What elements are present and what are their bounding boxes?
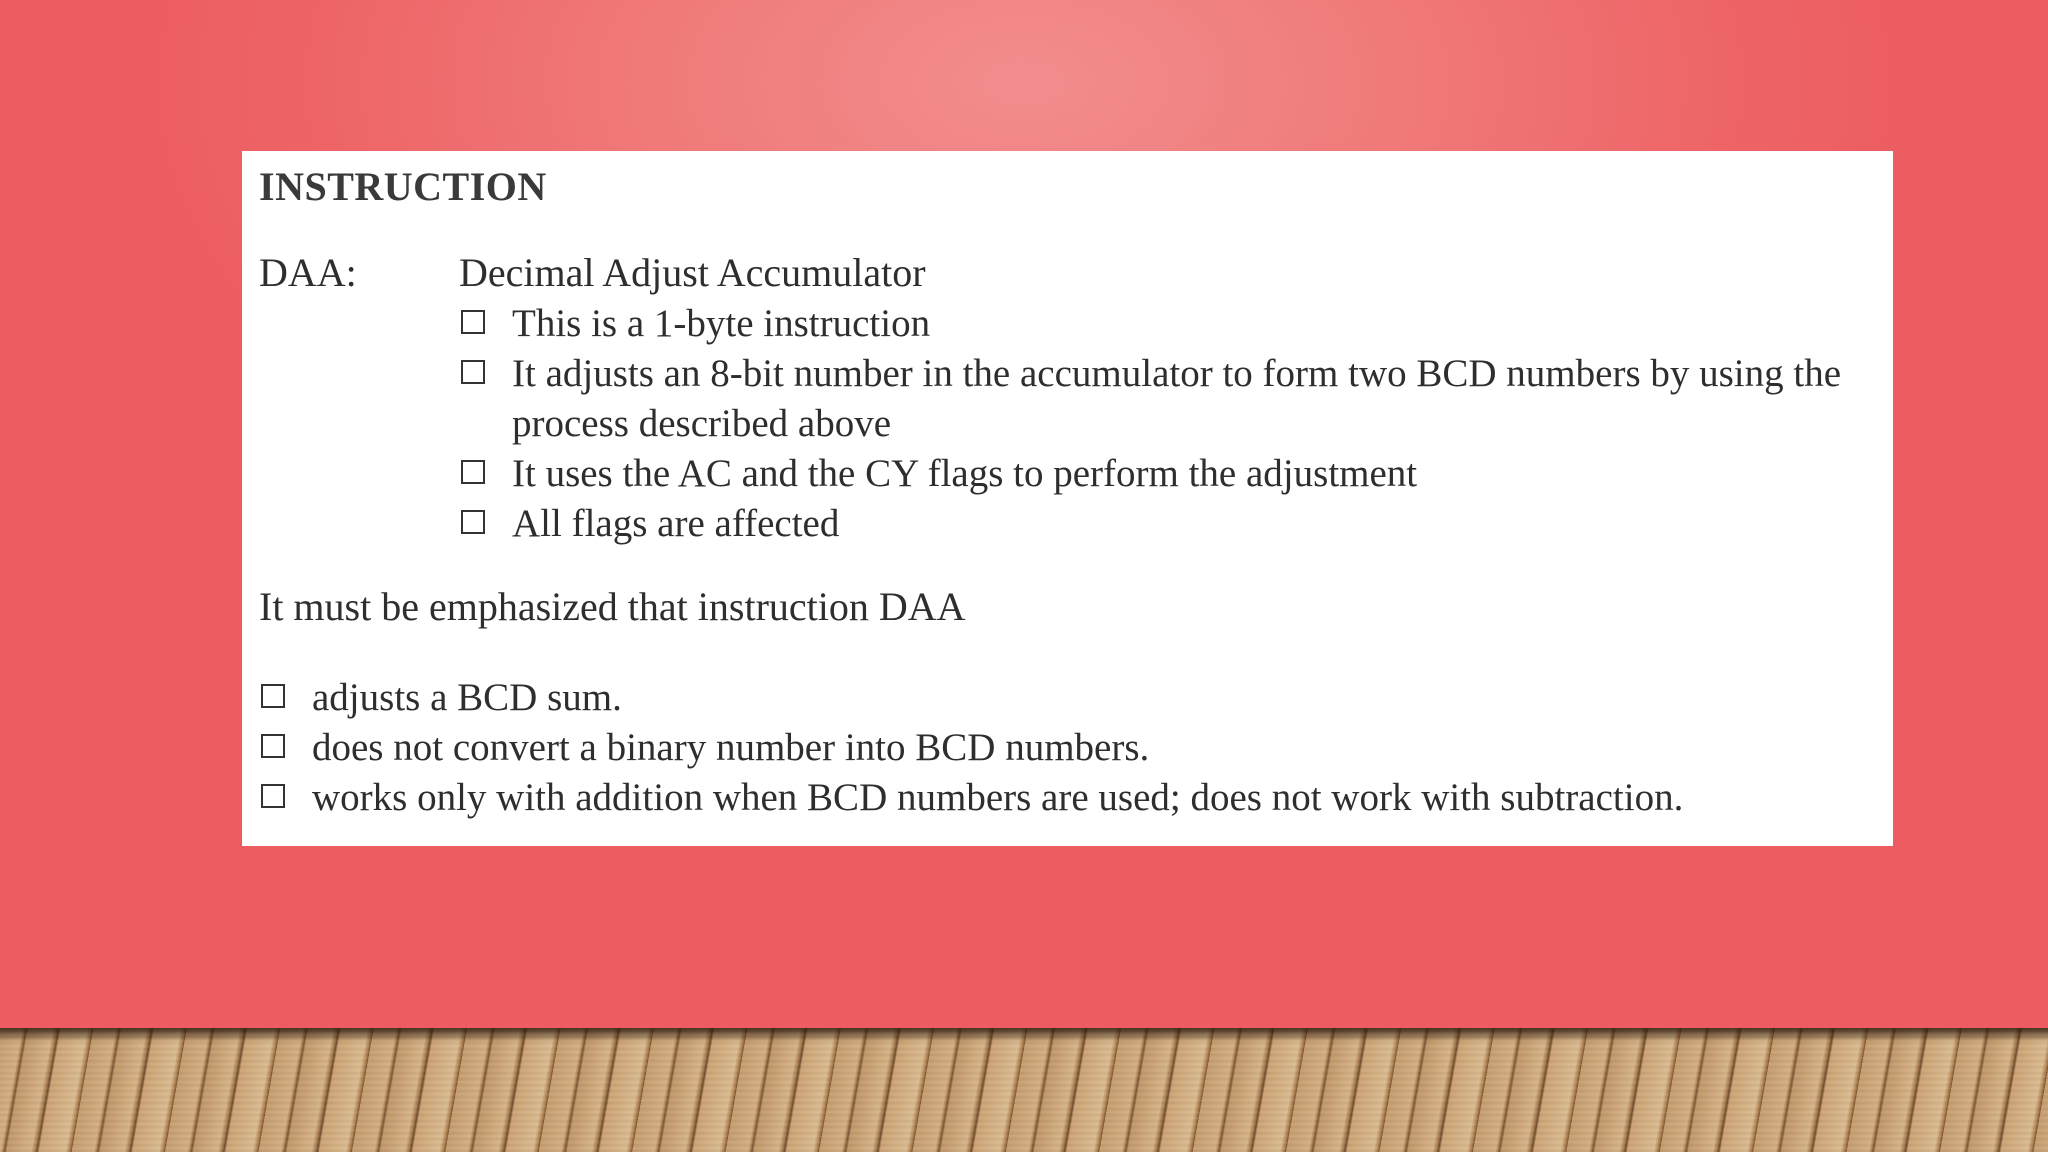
list-item xyxy=(459,499,1879,549)
list-item-text: It uses the AC and the CY flags to perform the adjustment xyxy=(512,452,1418,495)
list-item-text: does not convert a binary number into BCD numbers. xyxy=(312,726,1150,769)
checkbox-square-icon xyxy=(261,684,285,708)
instruction-name: Decimal Adjust Accumulator xyxy=(459,250,926,295)
list-item xyxy=(459,449,1879,499)
list-item xyxy=(259,773,1879,823)
checkbox-square-icon xyxy=(461,460,485,484)
list-item-text: works only with addition when BCD numbers are used; does not work with subtraction. xyxy=(312,776,1684,819)
checkbox-square-icon xyxy=(261,734,285,758)
checkbox-square-icon xyxy=(461,360,485,384)
emphasis-list xyxy=(259,673,1879,823)
instruction-card xyxy=(242,151,1893,846)
wooden-floor xyxy=(0,1028,2048,1152)
checkbox-square-icon xyxy=(461,510,485,534)
checkbox-square-icon xyxy=(261,784,285,808)
checkbox-square-icon xyxy=(461,310,485,334)
list-item xyxy=(459,349,1879,449)
list-item xyxy=(259,723,1879,773)
list-item xyxy=(259,673,1879,723)
list-item-text: It adjusts an 8-bit number in the accumulator to form two BCD numbers by using the process described above xyxy=(512,352,1842,445)
list-item xyxy=(459,299,1879,349)
page-title: INSTRUCTION xyxy=(259,164,547,209)
list-item-text: adjusts a BCD sum. xyxy=(312,676,622,719)
emphasis-statement: It must be emphasized that instruction DAA xyxy=(259,584,966,629)
list-item-text: All flags are affected xyxy=(512,502,840,545)
instruction-mnemonic: DAA: xyxy=(259,250,357,295)
list-item-text: This is a 1-byte instruction xyxy=(512,302,931,345)
instruction-properties-list xyxy=(459,299,1879,549)
